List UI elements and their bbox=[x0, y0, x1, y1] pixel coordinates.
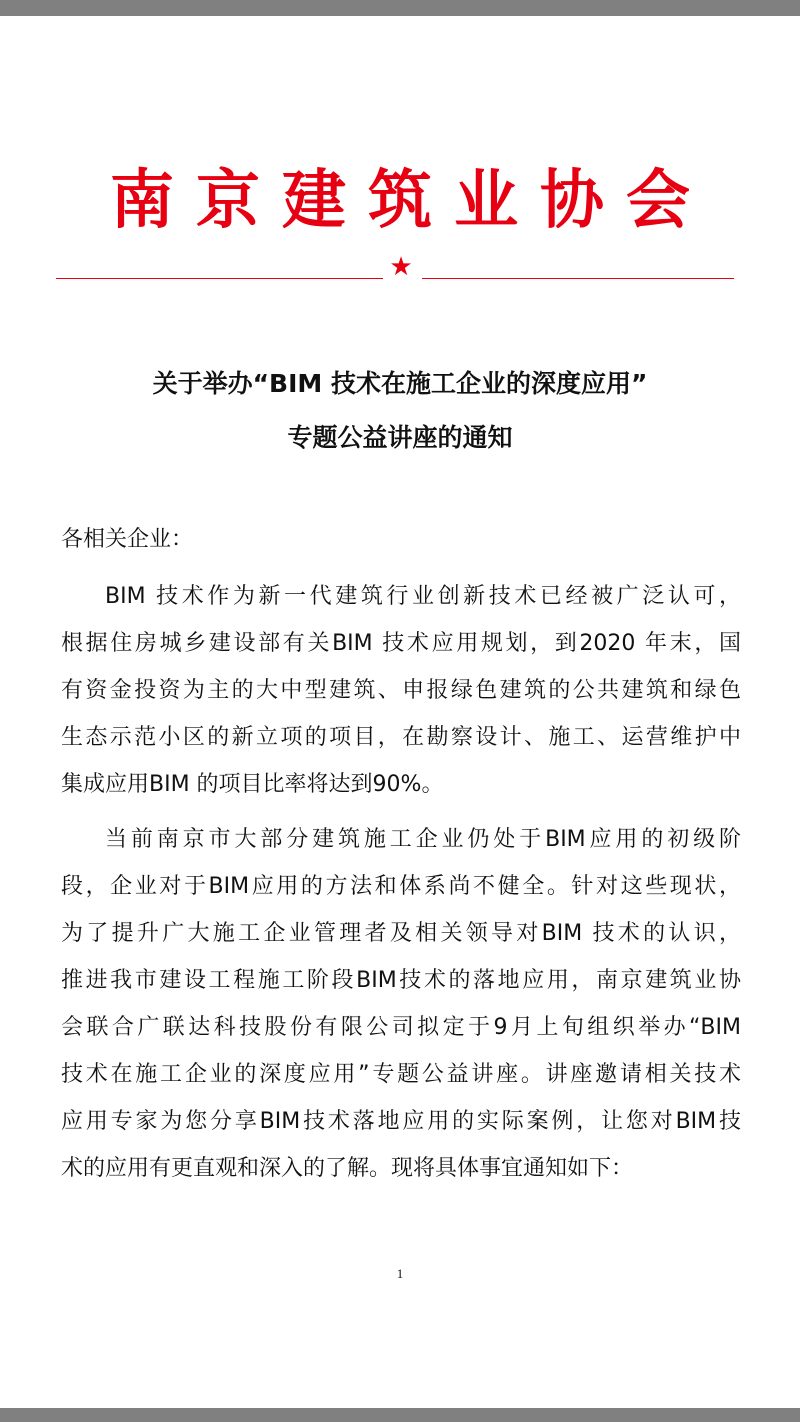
document-title-line2: 专题公益讲座的通知 bbox=[287, 423, 513, 452]
header-divider-right bbox=[422, 278, 734, 279]
paragraph2-line: 应用专家为您分享BIM技术落地应用的实际案例，让您对BIM技 bbox=[61, 1109, 741, 1134]
paragraph1-line: 根据住房城乡建设部有关BIM 技术应用规划，到2020 年末，国 bbox=[61, 631, 741, 656]
paragraph2-line: 为了提升广大施工企业管理者及相关领导对BIM 技术的认识， bbox=[61, 921, 741, 946]
paragraph1-line: BIM 技术作为新一代建筑行业创新技术已经被广泛认可， bbox=[105, 584, 741, 609]
document-title-line1: 关于举办“BIM 技术在施工企业的深度应用” bbox=[152, 369, 648, 398]
paragraph2-line: 推进我市建设工程施工阶段BIM技术的落地应用，南京建筑业协 bbox=[61, 968, 741, 993]
page-number: 1 bbox=[396, 1266, 404, 1281]
paragraph2-line: 会联合广联达科技股份有限公司拟定于9月上旬组织举办“BIM bbox=[61, 1015, 741, 1040]
salutation: 各相关企业： bbox=[61, 527, 194, 552]
paragraph1-line: 生态示范小区的新立项的项目，在勘察设计、施工、运营维护中 bbox=[61, 725, 741, 750]
document-page bbox=[0, 16, 800, 1408]
paragraph2-line: 当前南京市大部分建筑施工企业仍处于BIM应用的初级阶 bbox=[105, 827, 741, 852]
paragraph2-line: 段，企业对于BIM应用的方法和体系尚不健全。针对这些现状， bbox=[61, 874, 741, 899]
paragraph1-line: 集成应用BIM 的项目比率将达到90%。 bbox=[61, 772, 444, 797]
organization-header: 南京建筑业协会 bbox=[110, 163, 712, 238]
header-divider-left bbox=[56, 278, 383, 279]
paragraph1-line: 有资金投资为主的大中型建筑、申报绿色建筑的公共建筑和绿色 bbox=[61, 678, 741, 703]
paragraph2-line: 术的应用有更直观和深入的了解。现将具体事宜通知如下： bbox=[61, 1156, 634, 1181]
star-icon: ★ bbox=[389, 252, 413, 282]
paragraph2-line: 技术在施工企业的深度应用”专题公益讲座。讲座邀请相关技术 bbox=[61, 1062, 741, 1087]
